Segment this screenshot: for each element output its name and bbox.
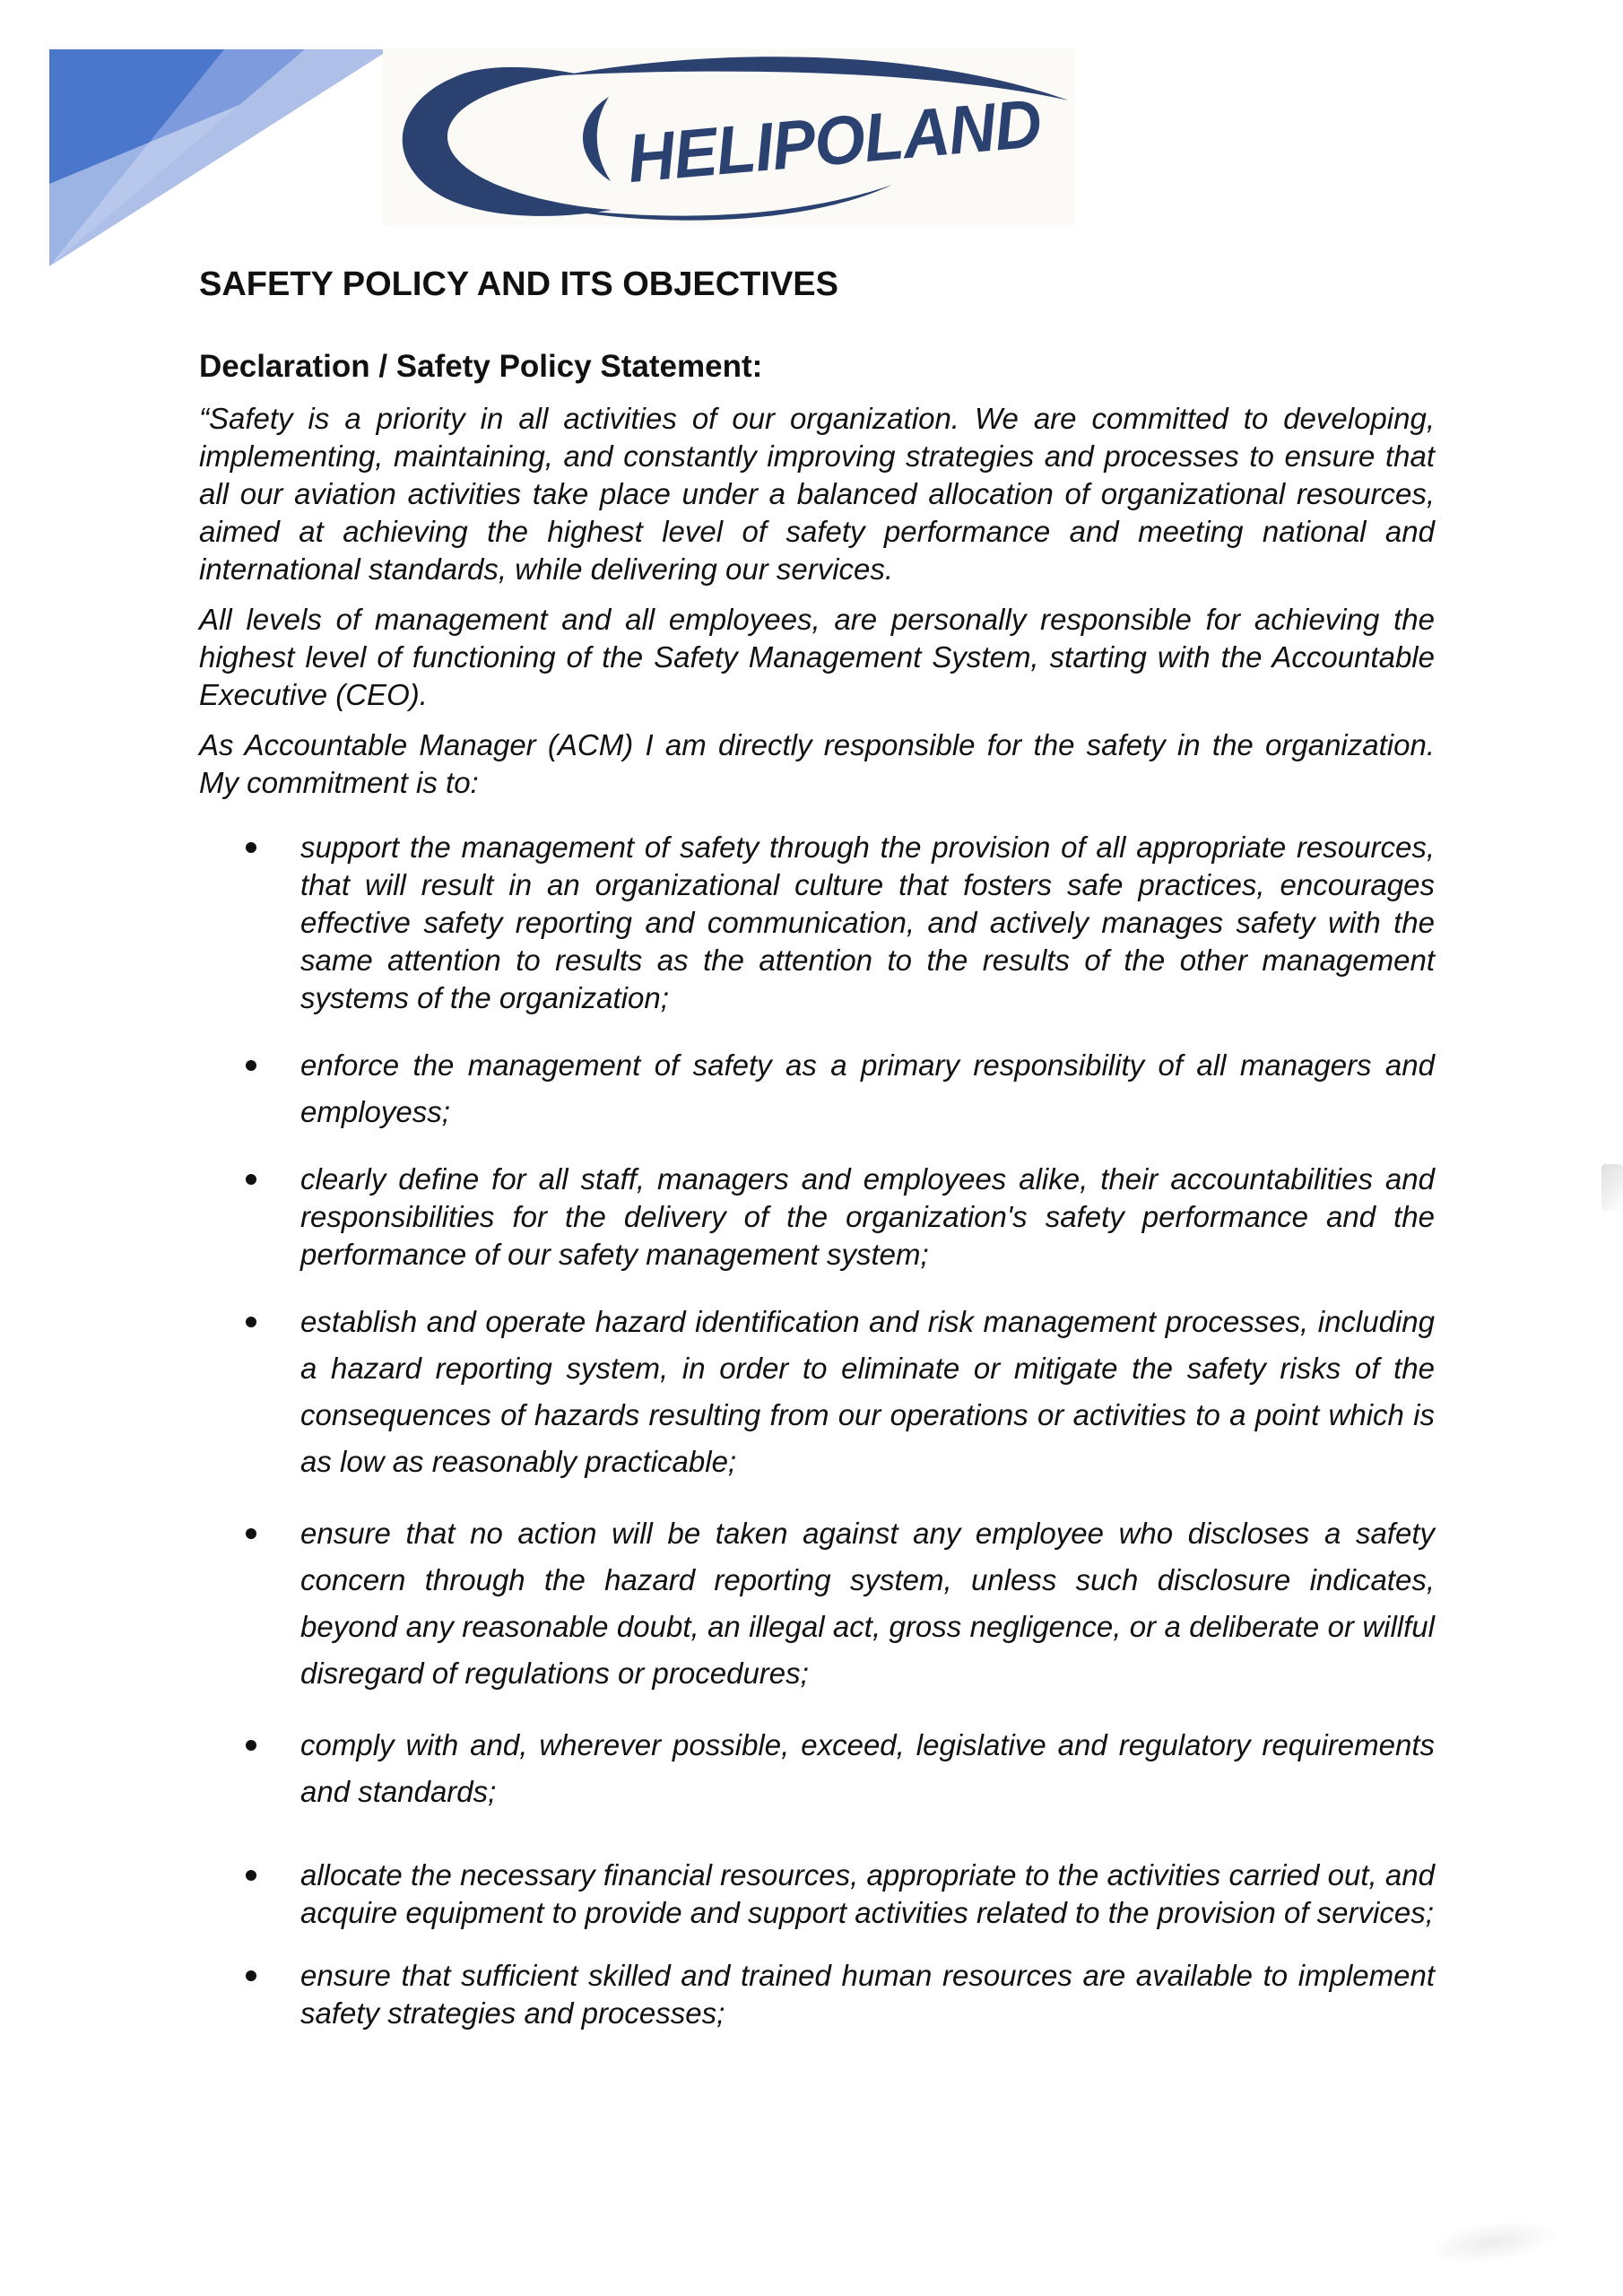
commitment-list — [199, 829, 1435, 2032]
policy-paragraph-1: “Safety is a priority in all activities of our organization. We are committed to developing, implementing, maintaining, and constantly improving strategies and processes to ensure that all our aviation activities take place under a balanced allocation of organizational resources, aimed at achieving the highest level of safety performance and meeting national and international standards, while delivering our services. — [199, 402, 1435, 586]
corner-decoration — [49, 49, 395, 274]
list-item: establish and operate hazard identification and risk management processes, including a hazard reporting system, in order to eliminate or mitigate the safety risks of the consequences of hazards resulting from our operations or activities to a point which is as low as reasonably practicable; — [199, 1299, 1435, 1485]
policy-paragraph-3: As Accountable Manager (ACM) I am directly responsible for the safety in the organization. My commitment is to: — [199, 728, 1435, 799]
policy-paragraph-2: All levels of management and all employees, are personally responsible for achieving the highest level of functioning of the Safety Management System, starting with the Accountable Executive (CEO). — [199, 603, 1435, 711]
brand-logo-text: HELIPOLAND — [624, 83, 1064, 198]
section-heading: Declaration / Safety Policy Statement: — [199, 349, 763, 384]
list-item: enforce the management of safety as a primary responsibility of all managers and employess; — [199, 1042, 1435, 1135]
list-item: support the management of safety through the provision of all appropriate resources, that will result in an organizational culture that fosters safe practices, encourages effective safety reporting and communication, and actively manages safety with the same attention to results as the attention to the results of the other management systems of the organization; — [199, 829, 1435, 1017]
company-logo — [383, 48, 1075, 226]
helipoland-logo-graphic — [383, 48, 1075, 226]
scan-artifact — [1601, 1164, 1623, 1211]
list-item: ensure that no action will be taken against any employee who discloses a safety concern through the hazard reporting system, unless such disclosure indicates, beyond any reasonable doubt, an illegal act, gross negligence, or a deliberate or willful disregard of regulations or procedures; — [199, 1510, 1435, 1697]
page-title: SAFETY POLICY AND ITS OBJECTIVES — [199, 265, 838, 303]
scan-artifact — [1424, 2213, 1563, 2271]
corner-triangle-graphic — [49, 49, 395, 274]
list-item: ensure that sufficient skilled and trained human resources are available to implement safety strategies and processes; — [199, 1957, 1435, 2032]
list-item: clearly define for all staff, managers and employees alike, their accountabilities and responsibilities for the delivery of the organization's safety performance and the performance of our safety management system; — [199, 1161, 1435, 1274]
list-item: allocate the necessary financial resources, appropriate to the activities carried out, and acquire equipment to provide and support activities related to the provision of services; — [199, 1857, 1435, 1932]
document-content — [199, 264, 1435, 2057]
list-item: comply with and, wherever possible, exceed, legislative and regulatory requirements and standards; — [199, 1722, 1435, 1815]
